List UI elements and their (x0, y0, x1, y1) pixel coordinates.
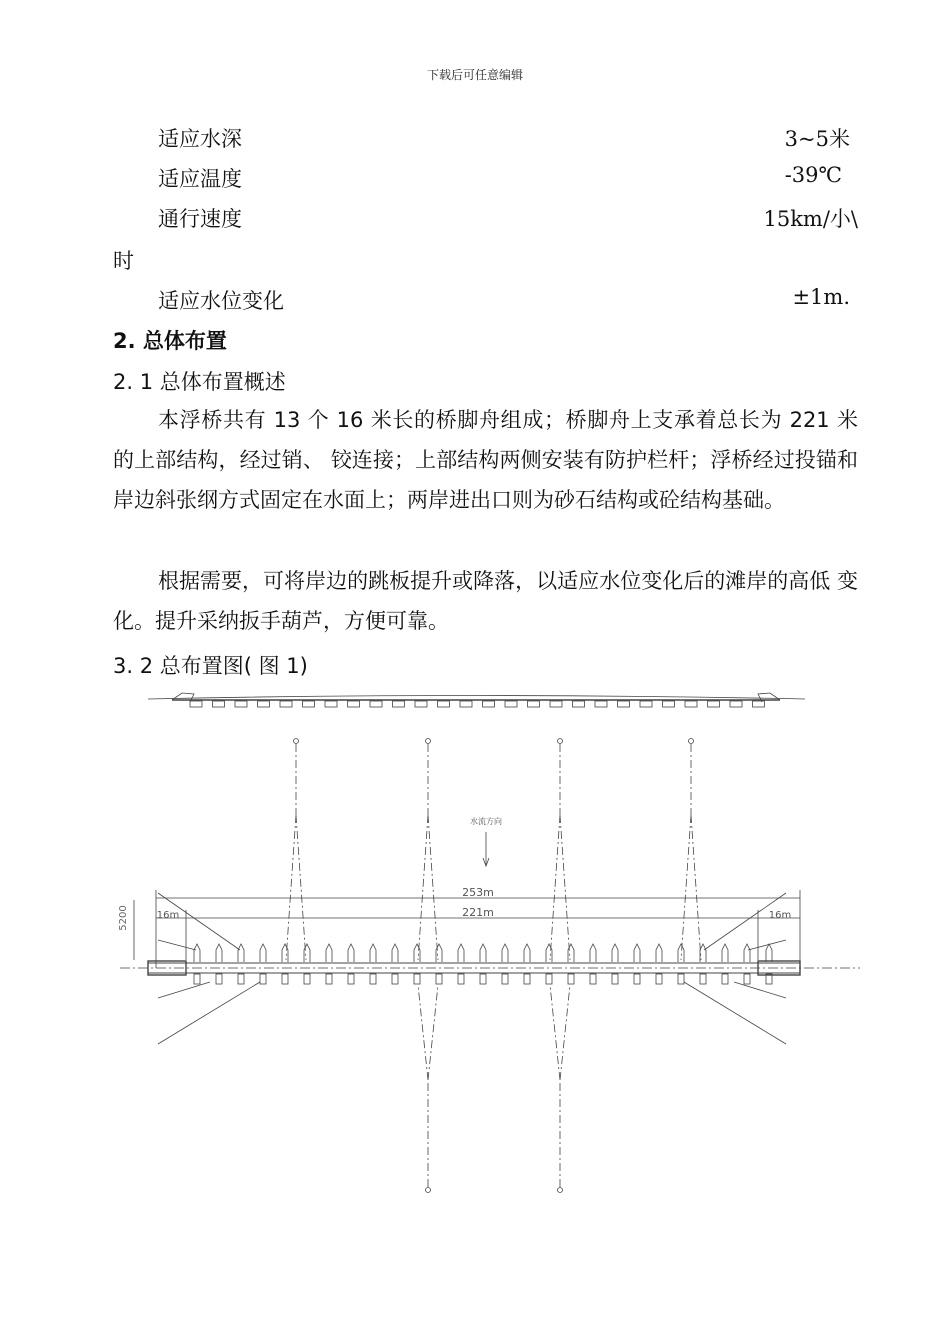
pontoon-bow (766, 944, 772, 962)
pontoon-bow (392, 944, 398, 962)
elevation-pontoon (190, 701, 202, 707)
elevation-pontoon (303, 701, 315, 707)
pontoon-stern (480, 974, 486, 984)
pontoon-stern (216, 974, 222, 984)
bridge-layout-drawing (0, 680, 950, 1210)
pontoon-stern (700, 974, 706, 984)
dimension-main-label: 221m (462, 906, 494, 919)
subsection-heading-figure: 3. 2 总布置图( 图 1) (113, 654, 308, 678)
pontoon-stern (304, 974, 310, 984)
elevation-pontoon (595, 701, 607, 707)
elevation-pontoon (235, 701, 247, 707)
pontoon-stern (326, 974, 332, 984)
elevation-pontoon (528, 701, 540, 707)
shore-guy-cable-left (158, 982, 260, 1044)
anchor-cable-fan-upper (418, 815, 438, 960)
pontoon-stern (744, 974, 750, 984)
pontoon-bow (458, 944, 464, 962)
pontoon-stern (436, 974, 442, 984)
pontoon-bow (194, 944, 200, 962)
elevation-pontoon (663, 701, 675, 707)
elevation-pontoon (258, 701, 270, 707)
shore-guy-cable-right (734, 982, 786, 998)
dimension-right-label: 16m (768, 910, 792, 921)
elevation-pontoon (348, 701, 360, 707)
anchor-point-upper (426, 739, 431, 744)
subsection-heading-overview: 2. 1 总体布置概述 (113, 370, 286, 394)
anchor-cable-fan-lower (418, 985, 438, 1080)
pontoon-stern (524, 974, 530, 984)
pontoon-stern (238, 974, 244, 984)
elevation-waterline (148, 696, 805, 700)
elevation-pontoon (460, 701, 472, 707)
pontoon-stern (546, 974, 552, 984)
shore-guy-cable-left (158, 893, 240, 950)
pontoon-stern (634, 974, 640, 984)
elevation-pontoon (483, 701, 495, 707)
pontoon-bow (370, 944, 376, 962)
anchor-point-lower (426, 1188, 431, 1193)
anchor-point-lower (558, 1188, 563, 1193)
spec-label-speed: 通行速度 (158, 207, 242, 231)
elevation-pontoon (730, 701, 742, 707)
pontoon-bow (260, 944, 266, 962)
spec-label-water-level: 适应水位变化 (158, 289, 284, 313)
pontoon-stern (414, 974, 420, 984)
section-heading: 2. 总体布置 (113, 329, 227, 353)
flow-direction-label: 水流方向 (470, 817, 502, 826)
dimension-vertical-label: 5200 (118, 905, 129, 931)
pontoon-bow (216, 944, 222, 962)
anchor-cable-fan-upper (286, 815, 306, 960)
shore-guy-cable-left (158, 982, 210, 998)
pontoon-bow (634, 944, 640, 962)
pontoon-bow (744, 944, 750, 962)
elevation-pontoon (505, 701, 517, 707)
elevation-pontoon (280, 701, 292, 707)
pontoon-stern (656, 974, 662, 984)
pontoon-stern (612, 974, 618, 984)
anchor-cable-fan-upper (681, 815, 701, 960)
dimension-left-label: 16m (156, 910, 180, 921)
bridge-plan-view (120, 739, 860, 1193)
anchor-cable-fan-upper (550, 815, 570, 960)
pontoon-bow (480, 944, 486, 962)
shore-guy-cable-right (684, 982, 786, 1044)
anchor-point-upper (294, 739, 299, 744)
elevation-pontoon (685, 701, 697, 707)
pontoon-stern (722, 974, 728, 984)
pontoon-bow (612, 944, 618, 962)
elevation-pontoon (753, 701, 765, 707)
pontoon-stern (568, 974, 574, 984)
elevation-pontoon (393, 701, 405, 707)
pontoon-stern (590, 974, 596, 984)
pontoon-bow (656, 944, 662, 962)
pontoon-stern (282, 974, 288, 984)
elevation-pontoon (640, 701, 652, 707)
shore-guy-cable-right (704, 893, 786, 950)
pontoon-stern (678, 974, 684, 984)
pontoon-stern (260, 974, 266, 984)
paragraph-adjustment: 根据需要，可将岸边的跳板提升或降落，以适应水位变化后的滩岸的高低 变化。提升采纳扳手葫芦，方便可靠。 (113, 569, 858, 633)
pontoon-stern (392, 974, 398, 984)
spec-value-water-level: ±1m. (792, 285, 850, 309)
paragraph-overview: 本浮桥共有 13 个 16 米长的桥脚舟组成；桥脚舟上支承着总长为 221 米的上部结构，经过销、 铰连接；上部结构两侧安装有防护栏杆；浮桥经过投锚和岸边斜张纲方式固定在水面上；两岸进出口则为砂石结构或砼结构基础。 (113, 408, 858, 512)
spec-value-speed-wrap: 时 (113, 249, 134, 273)
pontoon-stern (370, 974, 376, 984)
dimension-total-label: 253m (462, 886, 494, 899)
shore-guy-cable-left (158, 940, 196, 950)
pontoon-bow (502, 944, 508, 962)
spec-value-temperature: -39℃ (784, 163, 842, 187)
pontoon-bow (326, 944, 332, 962)
anchor-point-upper (689, 739, 694, 744)
elevation-pontoon (213, 701, 225, 707)
elevation-pontoon (325, 701, 337, 707)
pontoon-stern (458, 974, 464, 984)
pontoon-bow (524, 944, 530, 962)
spec-label-depth: 适应水深 (158, 127, 242, 151)
anchor-cable-fan-lower (550, 985, 570, 1080)
elevation-pontoon (550, 701, 562, 707)
pontoon-bow (348, 944, 354, 962)
pontoon-bow (722, 944, 728, 962)
elevation-pontoon (618, 701, 630, 707)
pontoon-bow (238, 944, 244, 962)
elevation-pontoon (573, 701, 585, 707)
bridge-elevation-view (148, 693, 805, 707)
pontoon-bow (590, 944, 596, 962)
page-header: 下载后可任意编辑 (426, 68, 523, 82)
spec-label-temperature: 适应温度 (158, 167, 242, 191)
anchor-point-upper (558, 739, 563, 744)
elevation-pontoon (415, 701, 427, 707)
pontoon-stern (502, 974, 508, 984)
pontoon-stern (348, 974, 354, 984)
spec-value-depth: 3~5米 (784, 127, 850, 151)
elevation-pontoon (370, 701, 382, 707)
elevation-pontoon (438, 701, 450, 707)
pontoon-stern (194, 974, 200, 984)
elevation-pontoon (708, 701, 720, 707)
spec-value-speed: 15km/小\ (763, 207, 858, 231)
